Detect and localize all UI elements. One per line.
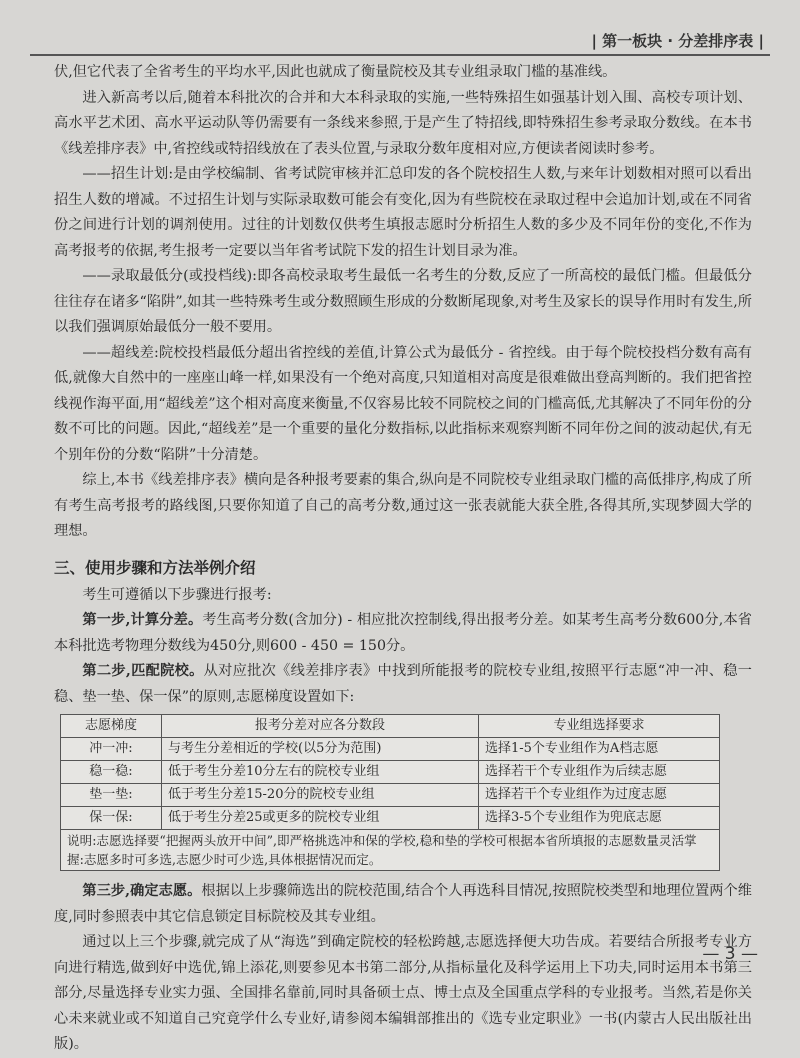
paragraph: ——招生计划:是由学校编制、省考试院审核并汇总印发的各个院校招生人数,与来年计划数相对照可以看出招生人数的增减。不过招生计划与实际录取数可能会有变化,因为有些院校在录取过程中会追加计划,或在不同省份之间进行计划的调剂使用。过往的计划数仅供考生填报志愿时分析招生人数的多少及不同年份的变化,不作为高考报考的依据,考生报考一定要以当年省考试院下发的招生计划目录为准。: [54, 166, 752, 259]
table-cell: 选择3-5个专业组作为兜底志愿: [479, 807, 720, 830]
step-text: 根据以上步骤筛选出的院校范围,结合个人再选科目情况,按照院校类型和地理位置两个维度,同时参照表中其它信息锁定目标院校及其专业组。: [54, 883, 752, 925]
table-header: 志愿梯度: [61, 715, 162, 738]
paragraph: ——超线差:院校投档最低分超出省控线的差值,计算公式为最低分 - 省控线。由于每个院校投档分数有高有低,就像大自然中的一座座山峰一样,如果没有一个绝对高度,只知道相对高度是很难做出登高判断的。我们把省控线视作海平面,用“超线差”这个相对高度来衡量,不仅容易比较不同院校之间的门槛高低,尤其解决了不同年份的分数不可比的问题。因此,“超线差”是一个重要的量化分数指标,以此指标来观察判断不同年份之间的波动起伏,有无个别年份的分数“陷阱”十分清楚。: [54, 344, 752, 463]
table-header-row: [61, 715, 720, 738]
step-label: 第二步,匹配院校。: [82, 663, 204, 679]
paragraph: 进入新高考以后,随着本科批次的合并和大本科录取的实施,一些特殊招生如强基计划入围、高校专项计划、高水平艺术团、高水平运动队等仍需要有一条线来参照,于是产生了特招线,即特殊招生参考录取分数线。在本书《线差排序表》中,省控线或特招线放在了表头位置,与录取分数年度相对应,方便读者阅读时参考。: [54, 89, 752, 157]
table-cell: 垫一垫:: [61, 784, 162, 807]
paragraph: ——录取最低分(或投档线):即各高校录取考生最低一名考生的分数,反应了一所高校的最低门槛。但最低分往往存在诸多“陷阱”,如其一些特殊考生或分数照顾生形成的分数断尾现象,对考生及家长的误导作用时有发生,所以我们强调原始最低分一般不要用。: [54, 268, 752, 335]
step-text: 考生高考分数(含加分) - 相应批次控制线,得出报考分差。如某考生高考分数600分,本省本科批选考物理分数线为450分,则600 - 450 = 150分。: [54, 612, 752, 654]
table-header: 专业组选择要求: [479, 715, 720, 738]
step-text: 从对应批次《线差排序表》中找到所能报考的院校专业组,按照平行志愿“冲一冲、稳一稳、垫一垫、保一保”的原则,志愿梯度设置如下:: [54, 663, 752, 705]
table-row: [61, 738, 720, 761]
table-cell: 低于考生分差15-20分的院校专业组: [162, 784, 479, 807]
step-1: [54, 608, 752, 659]
page-number: — 3 —: [702, 944, 758, 964]
table-cell: 选择1-5个专业组作为A档志愿: [479, 738, 720, 761]
table-note: 说明:志愿选择要“把握两头放开中间”,即严格挑选冲和保的学校,稳和垫的学校可根据本省所填报的志愿数量灵活掌握:志愿多时可多选,志愿少时可少选,具体根据情况而定。: [61, 830, 720, 871]
table-cell: 选择若干个专业组作为过度志愿: [479, 784, 720, 807]
section-title: 三、使用步骤和方法举例介绍: [54, 558, 256, 577]
paragraph: 伏,但它代表了全省考生的平均水平,因此也就成了衡量院校及其专业组录取门槛的基准线。: [54, 64, 617, 80]
paragraph: 考生可遵循以下步骤进行报考:: [82, 586, 272, 603]
paragraph: 通过以上三个步骤,就完成了从“海选”到确定院校的轻松跨越,志愿选择便大功告成。若要结合所报考专业方向进行精选,做到好中选优,锦上添花,则要参见本书第二部分,从指标量化及科学运用上下功夫,同时运用本书第三部分,尽量选择专业实力强、全国排名靠前,同时具备硕士点、博士点及全国重点学科的专业报考。当然,若是你关心未来就业或不知道自己究竟学什么专业好,请参阅本编辑部推出的《选专业定职业》一书(内蒙古人民出版社出版)。: [54, 934, 752, 1052]
step-label: 第三步,确定志愿。: [82, 883, 202, 899]
table-cell: 低于考生分差25或更多的院校专业组: [162, 807, 479, 830]
table-cell: 保一保:: [61, 807, 162, 830]
table-header: 报考分差对应各分数段: [162, 715, 479, 738]
table-cell: 冲一冲:: [61, 738, 162, 761]
table-cell: 与考生分差相近的学校(以5分为范围): [162, 738, 479, 761]
table-cell: 选择若干个专业组作为后续志愿: [479, 761, 720, 784]
table-note-row: [61, 830, 720, 871]
step-3: [54, 879, 752, 930]
table-row: [61, 761, 720, 784]
table-row: [61, 784, 720, 807]
table-cell: 低于考生分差10分左右的院校专业组: [162, 761, 479, 784]
table-cell: 稳一稳:: [61, 761, 162, 784]
running-header: [30, 26, 770, 56]
header-title: | 第一板块 · 分差排序表 |: [591, 32, 764, 50]
step-2: [54, 659, 752, 710]
gradient-table: [60, 714, 720, 871]
body-text: [54, 60, 752, 1058]
paragraph: 综上,本书《线差排序表》横向是各种报考要素的集合,纵向是不同院校专业组录取门槛的高低排序,构成了所有考生高考报考的路线图,只要你知道了自己的高考分数,通过这一张表就能大获全胜,各得其所,实现梦圆大学的理想。: [54, 472, 752, 539]
table-row: [61, 807, 720, 830]
step-label: 第一步,计算分差。: [82, 612, 203, 628]
